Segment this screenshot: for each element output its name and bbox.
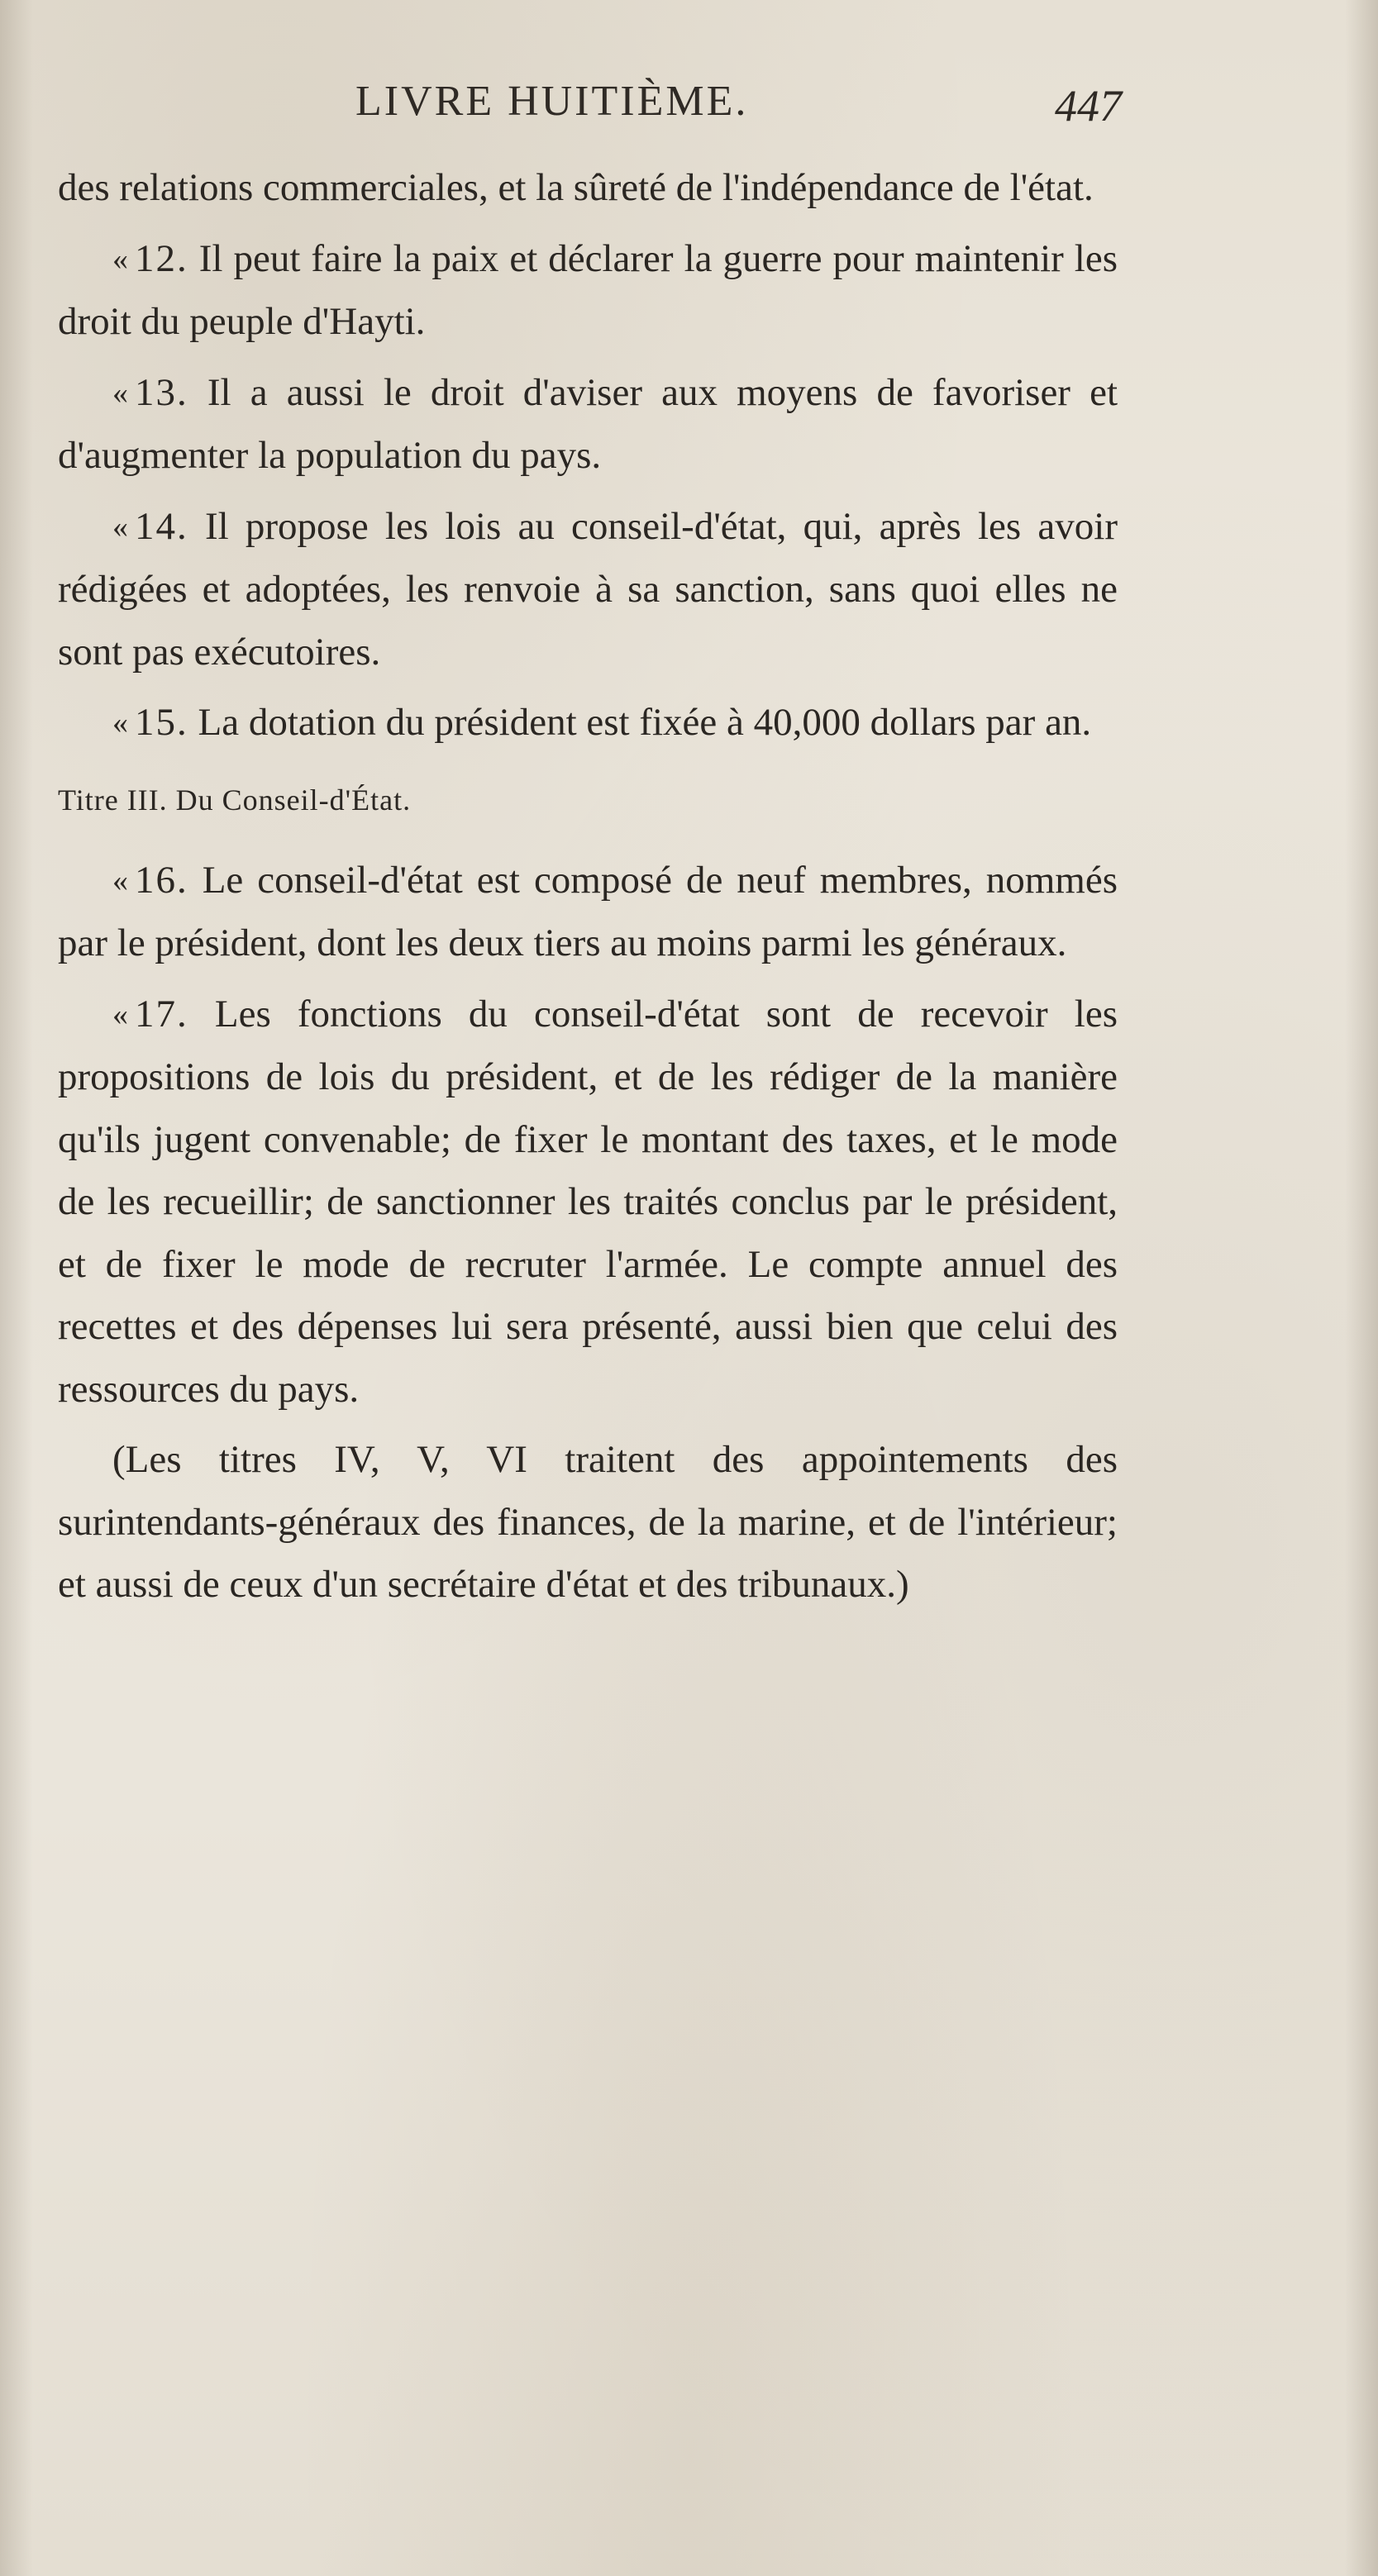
article-13	[58, 362, 1118, 488]
page-number: 447	[1055, 81, 1122, 131]
continuation-paragraph: des relations commerciales, et la sûreté de l'indépendance de l'état.	[58, 166, 1094, 209]
article-text: Les fonctions du conseil-d'état sont de recevoir les propositions de lois du président, et de les rédiger de la manière qu'ils jugent convenable; de fixer le montant des taxes, et le mode de les recueillir; de sanctionner les traités conclus par le président, et de fixer le mode de recruter l'armée. Le compte annuel des recettes et des dépenses lui sera présenté, aussi bien que celui des ressources du pays.	[58, 992, 1118, 1411]
article-16	[58, 850, 1118, 975]
article-quote-mark: «	[112, 863, 128, 898]
article-14	[58, 496, 1118, 684]
article-quote-mark: «	[112, 509, 128, 545]
closing-note: (Les titres IV, V, VI traitent des appointements des surintendants-généraux des finances, de la marine, et de l'intérieur; et aussi de ceux d'un secrétaire d'état et des tribunaux.)	[58, 1438, 1118, 1606]
page-header	[58, 70, 1122, 136]
article-text: Il a aussi le droit d'aviser aux moyens de favoriser et d'augmenter la population du pays.	[58, 370, 1118, 477]
article-text: La dotation du président est fixée à 40,000 dollars par an.	[198, 701, 1092, 744]
article-quote-mark: «	[112, 997, 128, 1032]
article-text: Le conseil-d'état est composé de neuf membres, nommés par le président, dont les deux tiers au moins parmi les généraux.	[58, 858, 1118, 964]
article-15	[58, 692, 1118, 755]
running-title: LIVRE HUITIÈME.	[355, 78, 749, 125]
body-text	[58, 157, 1118, 1617]
article-quote-mark: «	[112, 241, 128, 277]
article-number: 17.	[135, 992, 188, 1036]
article-number: 14.	[135, 504, 188, 548]
article-12	[58, 228, 1118, 354]
article-text: Il peut faire la paix et déclarer la guerre pour maintenir les droit du peuple d'Hayti.	[58, 236, 1118, 343]
section-title: Titre III. Du Conseil-d'État.	[58, 783, 412, 817]
article-text: Il propose les lois au conseil-d'état, qui, après les avoir rédigées et adoptées, les renvoie à sa sanction, sans quoi elles ne sont pas exécutoires.	[58, 504, 1118, 674]
article-17	[58, 983, 1118, 1421]
article-number: 15.	[135, 701, 188, 744]
article-number: 13.	[135, 370, 188, 414]
page-edge-shadow-left	[0, 0, 33, 2576]
article-number: 16.	[135, 858, 188, 902]
article-number: 12.	[135, 236, 188, 280]
article-quote-mark: «	[112, 375, 128, 411]
page-edge-shadow-right	[1345, 0, 1378, 2576]
article-quote-mark: «	[112, 706, 128, 740]
